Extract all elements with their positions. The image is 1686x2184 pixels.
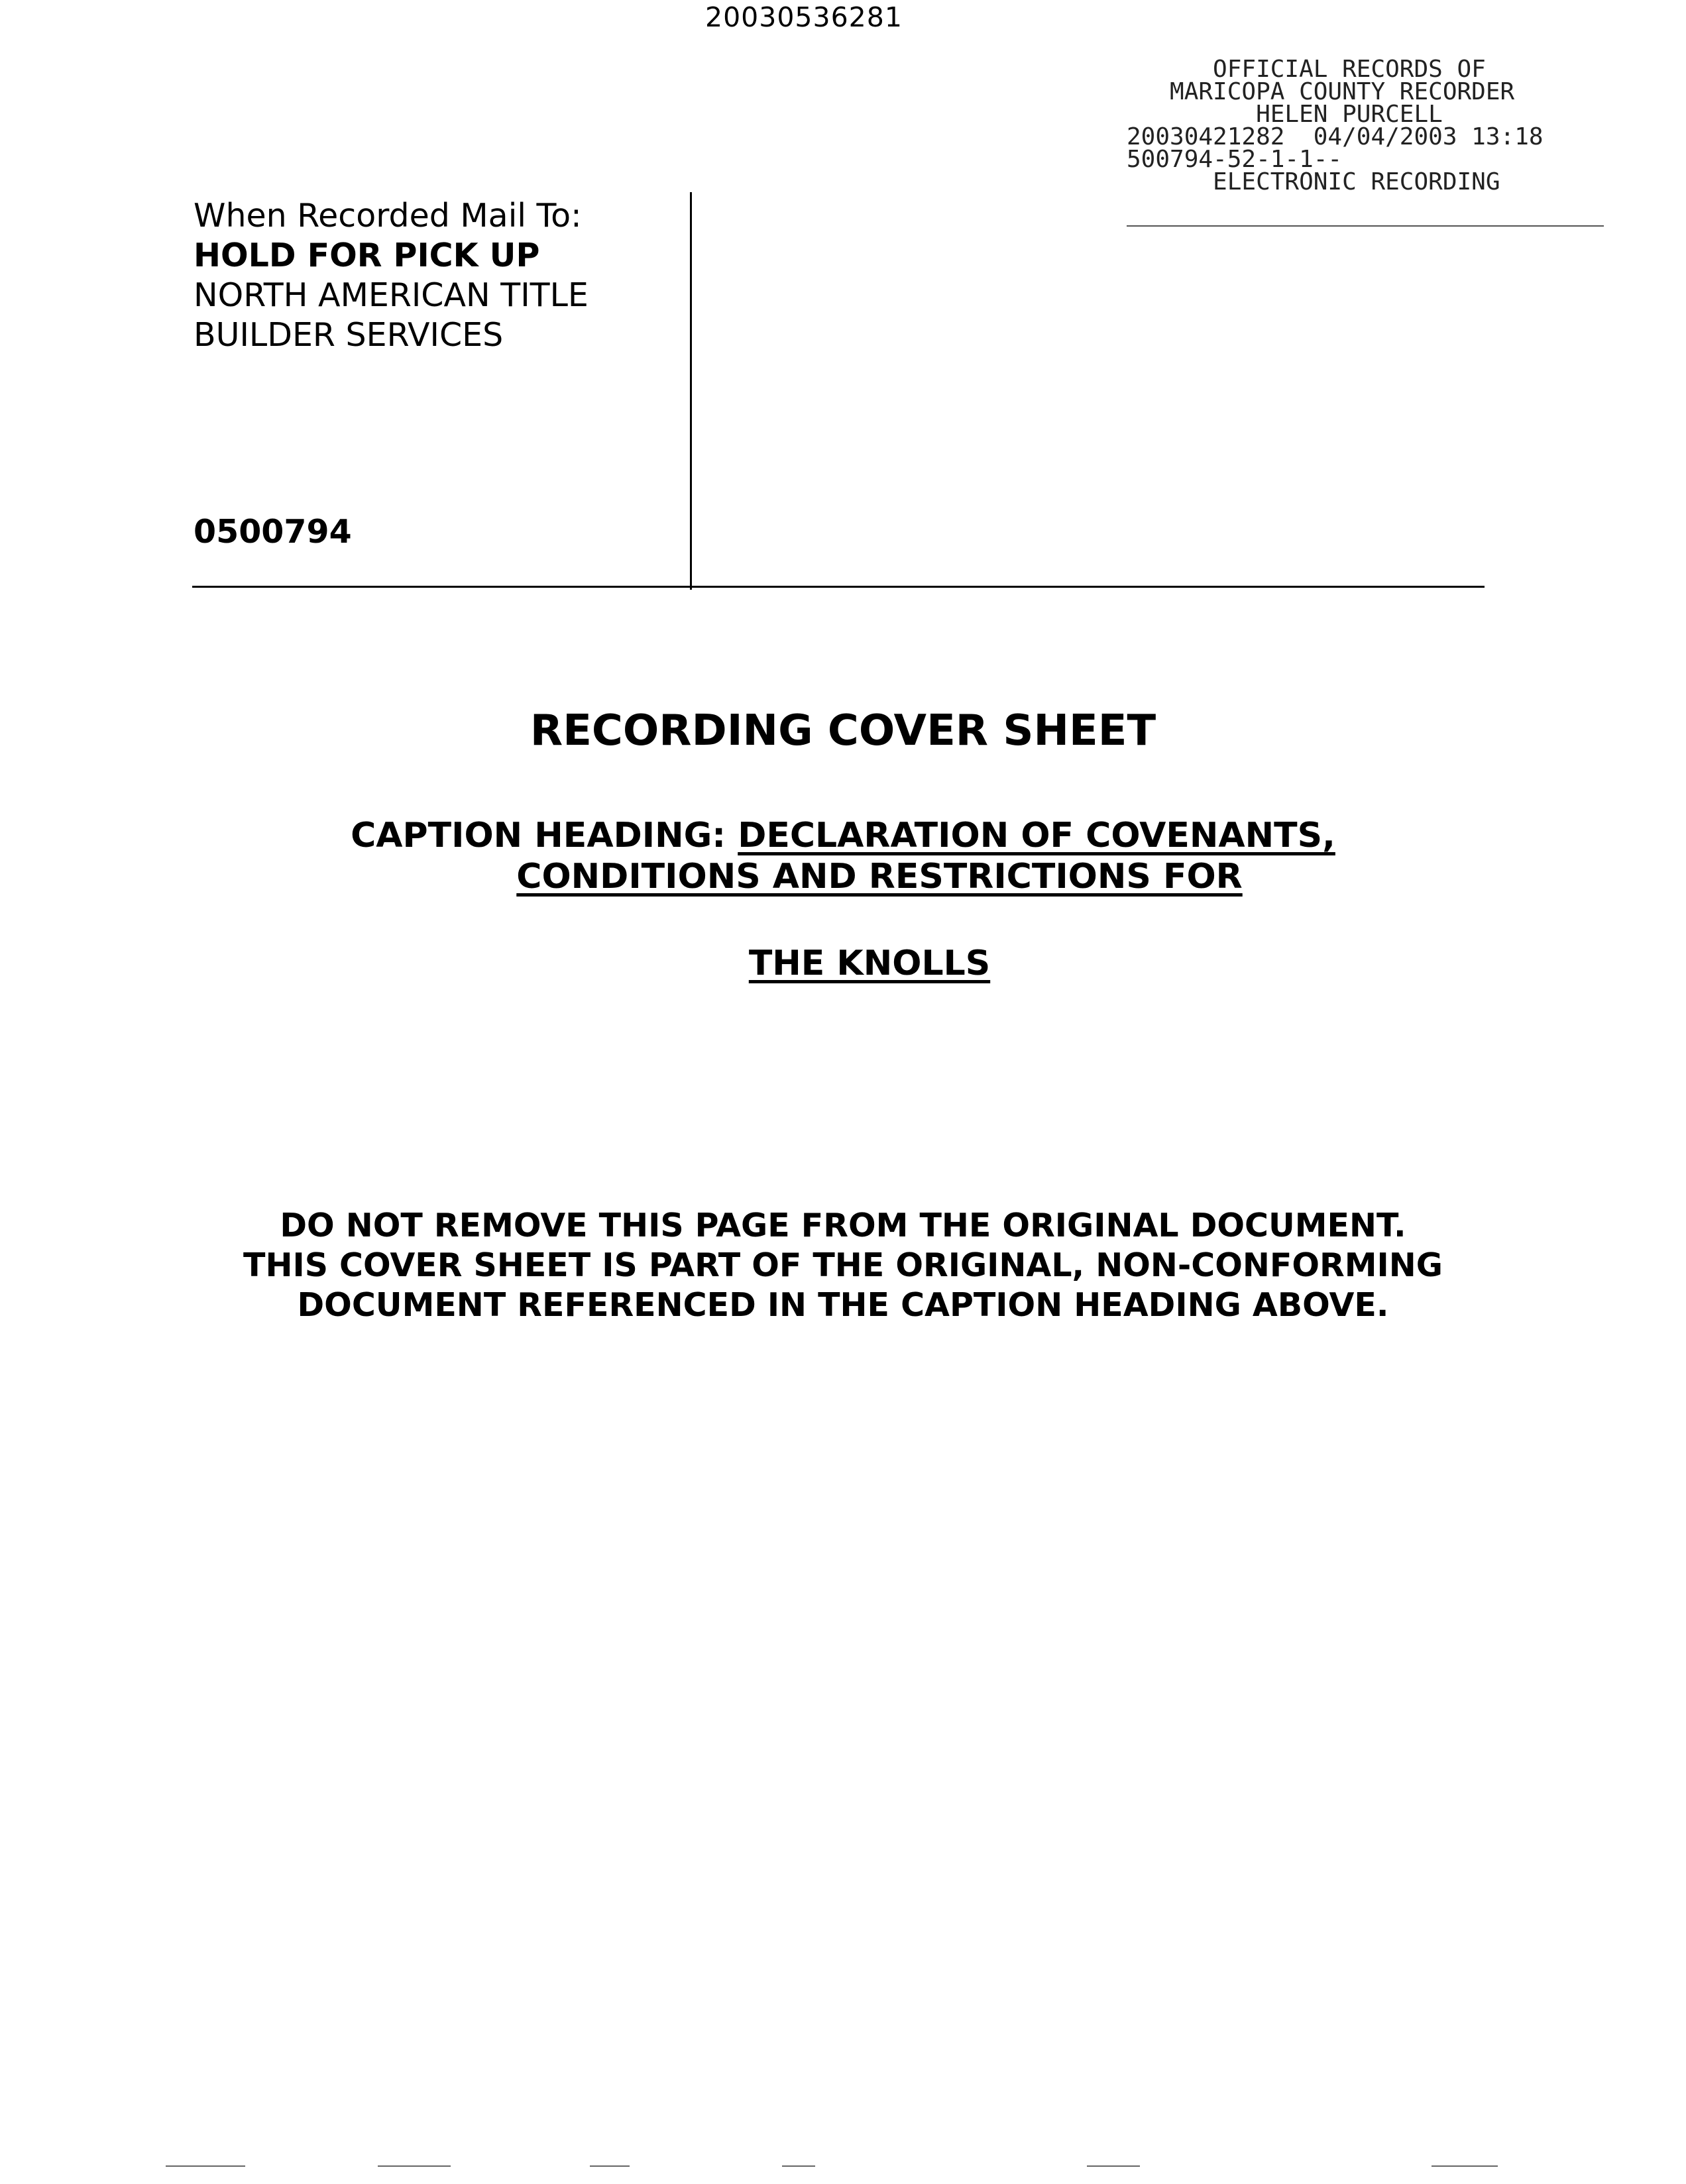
footer-scan-marks bbox=[0, 2165, 1686, 2168]
caption-subject bbox=[0, 944, 1686, 983]
stamp-line: HELEN PURCELL bbox=[1127, 101, 1443, 128]
caption-heading bbox=[0, 815, 1686, 897]
stamp-line: 20030421282 04/04/2003 13:18 bbox=[1127, 123, 1544, 150]
stamp-line: ELECTRONIC RECORDING bbox=[1127, 168, 1500, 195]
document-number: 20030536281 bbox=[705, 1, 903, 33]
scan-mark bbox=[1432, 2165, 1498, 2167]
stamp-line: MARICOPA COUNTY RECORDER bbox=[1127, 78, 1515, 105]
mail-to-company-line: BUILDER SERVICES bbox=[194, 316, 504, 354]
scan-mark bbox=[590, 2165, 630, 2167]
vertical-divider bbox=[690, 192, 692, 590]
scan-mark bbox=[166, 2165, 245, 2167]
stamp-line: OFFICIAL RECORDS OF bbox=[1127, 56, 1486, 83]
stamp-line: 500794-52-1-1-- bbox=[1127, 146, 1343, 173]
mail-to-label: When Recorded Mail To: bbox=[194, 197, 582, 235]
notice-line: DO NOT REMOVE THIS PAGE FROM THE ORIGINAL DOCUMENT. bbox=[280, 1207, 1406, 1244]
scan-mark bbox=[1087, 2165, 1140, 2167]
scan-mark bbox=[782, 2165, 815, 2167]
mail-to-company-line: NORTH AMERICAN TITLE bbox=[194, 276, 589, 314]
caption-label: CAPTION HEADING: bbox=[351, 816, 726, 855]
caption-text: CONDITIONS AND RESTRICTIONS FOR bbox=[516, 857, 1243, 897]
page-title: RECORDING COVER SHEET bbox=[530, 706, 1156, 755]
caption-text: DECLARATION OF COVENANTS, bbox=[738, 816, 1335, 855]
mail-to-block bbox=[194, 196, 589, 355]
stamp-underline bbox=[1127, 225, 1604, 227]
mail-to-instruction: HOLD FOR PICK UP bbox=[194, 237, 540, 274]
reference-number: 0500794 bbox=[194, 513, 352, 551]
notice-line: THIS COVER SHEET IS PART OF THE ORIGINAL, NON-CONFORMING bbox=[243, 1246, 1443, 1284]
scan-mark bbox=[378, 2165, 451, 2167]
horizontal-divider bbox=[192, 586, 1485, 588]
notice-block bbox=[0, 1206, 1686, 1325]
caption-subject-text: THE KNOLLS bbox=[748, 944, 991, 983]
notice-line: DOCUMENT REFERENCED IN THE CAPTION HEADING ABOVE. bbox=[297, 1286, 1389, 1324]
recorder-stamp bbox=[1127, 58, 1544, 193]
